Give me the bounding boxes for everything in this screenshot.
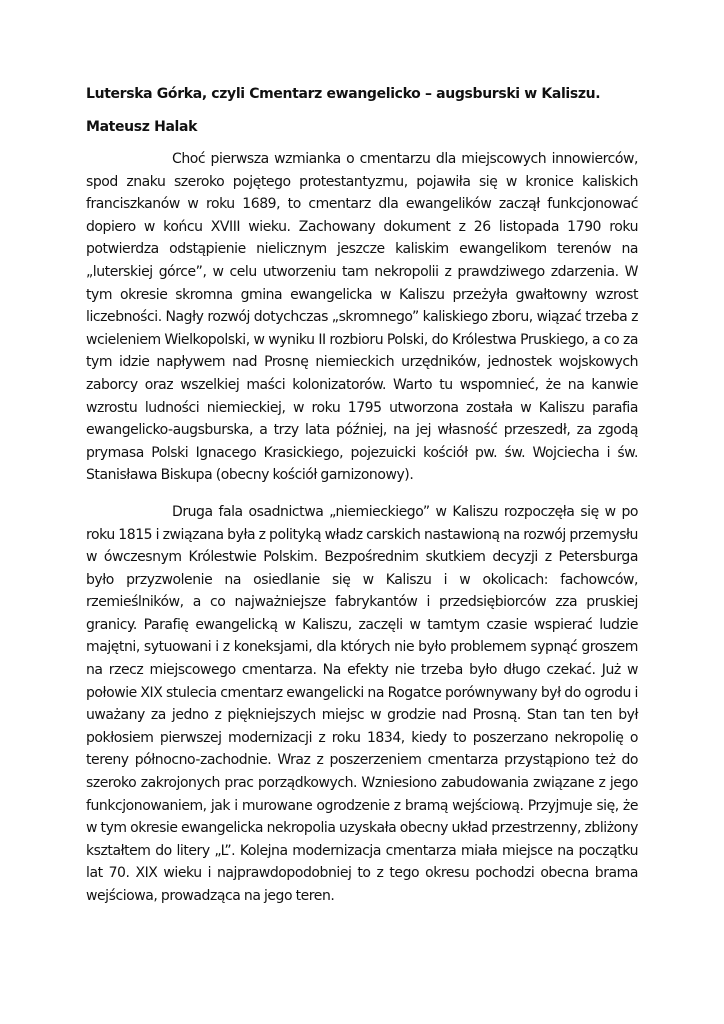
paragraph-2: Druga fala osadnictwa „niemieckiego” w Kaliszu rozpoczęła się w po roku 1815 i związana była z polityką władz carskich nastawioną na rozwój przemysłu w ówczesnym Królestwie Polskim. Bezpośrednim skutkiem decyzji z Petersburga było przyzwolenie na osiedlanie się w Kaliszu i w okolicach: fachowców, rzemieślników, a co najważniejsze fabrykantów i przedsiębiorców zza pruskiej granicy. Parafię ewangelicką w Kaliszu, zaczęli w tamtym czasie wspierać ludzie majętni, sytuowani i z koneksjami, dla których nie było problemem sypnąć groszem na rzecz miejscowego cmentarza. Na efekty nie trzeba było długo czekać. Już w połowie XIX stulecia cmentarz ewangelicki na Rogatce porównywany był do ogrodu i uważany za jedno z piękniejszych miejsc w grodzie nad Prosną. Stan tan ten był pokłosiem pierwszej modernizacji z roku 1834, kiedy to poszerzano nekropolię o tereny północno-zachodnie. Wraz z poszerzeniem cmentarza przystąpiono też do szeroko zakrojonych prac porządkowych. Wzniesiono zabudowania związane z jego funkcjonowaniem, jak i murowane ogrodzenie z bramą wejściową. Przyjmuje się, że w tym okresie ewangelicka nekropolia uzyskała obecny układ przestrzenny, zbliżony kształtem do litery „L”. Kolejna modernizacja cmentarza miała miejsce na początku lat 70. XIX wieku i najprawdopodobniej to z tego okresu pochodzi obecna brama wejściowa, prowadząca na jego teren. xyxy=(86,503,638,904)
document-title: Luterska Górka, czyli Cmentarz ewangelicko – augsburski w Kaliszu. xyxy=(86,86,601,102)
document-page xyxy=(86,84,638,922)
document-author: Mateusz Halak xyxy=(86,119,198,135)
paragraph-1: Choć pierwsza wzmianka o cmentarzu dla miejscowych innowierców, spod znaku szeroko pojętego protestantyzmu, pojawiła się w kronice kaliskich franciszkanów w roku 1689, to cmentarz dla ewangelików zaczął funkcjonować dopiero w końcu XVIII wieku. Zachowany dokument z 26 listopada 1790 roku potwierdza odstąpienie nielicznym jeszcze kaliskim ewangelikom terenów na „luterskiej górce”, w celu utworzeniu tam nekropolii z prawdziwego zdarzenia. W tym okresie skromna gmina ewangelicka w Kaliszu przeżyła gwałtowny wzrost liczebności. Nagły rozwój dotychczas „skromnego” kaliskiego zboru, wiązać trzeba z wcieleniem Wielkopolski, w wyniku II rozbioru Polski, do Królestwa Pruskiego, a co za tym idzie napływem nad Prosnę niemieckich urzędników, jednostek wojskowych zaborcy oraz wszelkiej maści kolonizatorów. Warto tu wspomnieć, że na kanwie wzrostu ludności niemieckiej, w roku 1795 utworzona została w Kaliszu parafia ewangelicko-augsburska, a trzy lata później, na jej własność przeszedł, za zgodą prymasa Polski Ignacego Krasickiego, pojezuicki kościół pw. św. Wojciecha i św. Stanisława Biskupa (obecny kościół garnizonowy). xyxy=(86,151,638,484)
